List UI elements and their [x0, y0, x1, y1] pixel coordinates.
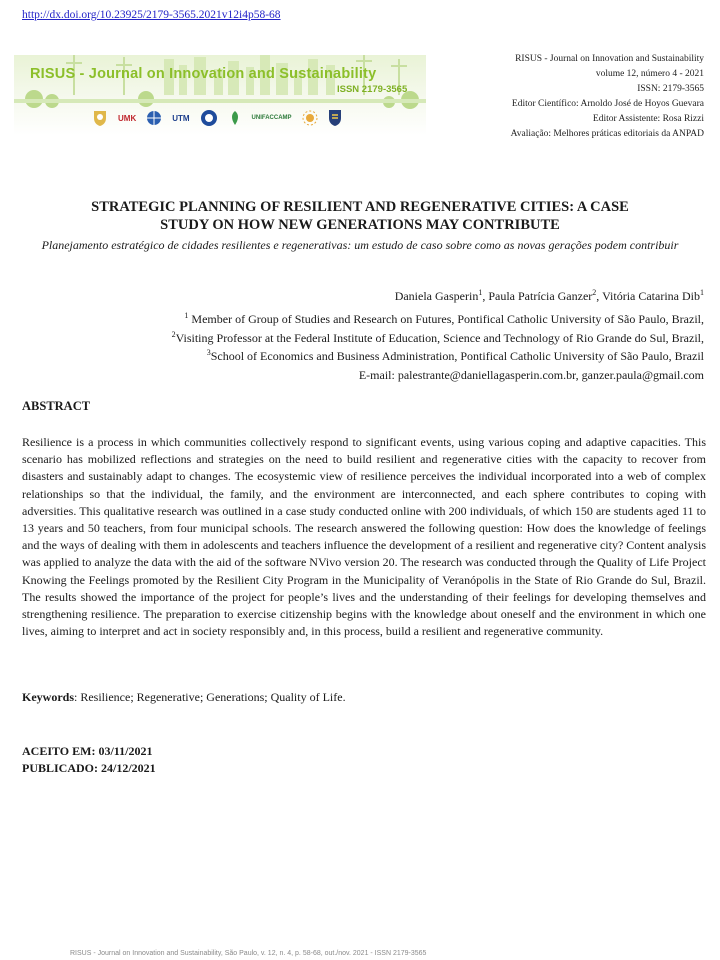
author-sup: 1	[478, 288, 483, 297]
banner-issn: ISSN 2179-3565	[337, 84, 408, 95]
crest-logo-icon	[92, 109, 108, 127]
journal-banner	[14, 55, 426, 135]
sun-logo-icon	[302, 109, 318, 127]
page-footer: RISUS - Journal on Innovation and Sustainability, São Paulo, v. 12, n. 4, p. 58-68, out./nov. 2021 - ISSN 2179-3565	[70, 950, 427, 957]
author-sup: 1	[700, 288, 704, 297]
partner-logos	[92, 109, 342, 127]
paper-title	[30, 198, 690, 234]
affiliation	[172, 310, 704, 329]
affiliations	[172, 310, 704, 384]
affiliation-sup: 2	[171, 329, 176, 339]
abstract-heading: ABSTRACT	[22, 399, 91, 413]
scientific-editor: Editor Científico: Arnoldo José de Hoyos Guevara	[511, 99, 704, 109]
affiliation	[172, 329, 704, 348]
author-name: Vitória Catarina Dib	[602, 289, 700, 303]
paper-title-line-1: STRATEGIC PLANNING OF RESILIENT AND REGENERATIVE CITIES: A CASE	[91, 199, 629, 215]
affiliation-text: Visiting Professor at the Federal Institute of Education, Science and Technology of Rio Grande do Sul, Brazil,	[175, 330, 704, 345]
paper-subtitle: Planejamento estratégico de cidades resilientes e regenerativas: um estudo de caso sobre como as novas gerações podem contribuir	[41, 238, 679, 252]
affiliation	[172, 347, 704, 366]
accepted-date: ACEITO EM: 03/11/2021	[22, 744, 153, 758]
seal-logo-icon	[200, 109, 218, 127]
globe-logo-icon	[146, 109, 162, 127]
unifaccamp-logo: UNIFACCAMP	[251, 115, 292, 121]
affiliation-sup: 3	[206, 348, 211, 357]
affiliation-sup: 1	[184, 311, 189, 320]
publication-dates	[22, 743, 156, 777]
evaluation: Avaliação: Melhores práticas editoriais da ANPAD	[510, 129, 704, 139]
utm-logo: UTM	[172, 113, 190, 123]
paper-title-line-2: STUDY ON HOW NEW GENERATIONS MAY CONTRIBUTE	[160, 217, 560, 233]
keywords	[22, 690, 346, 705]
keywords-label: Keywords	[22, 690, 74, 704]
umk-logo: UMK	[118, 113, 137, 123]
affiliation-text: Member of Group of Studies and Research on Futures, Pontifical Catholic University of São Paulo, Brazil,	[191, 312, 704, 326]
keywords-text: : Resilience; Regenerative; Generations; Quality of Life.	[74, 690, 346, 704]
affiliation-text: School of Economics and Business Administration, Pontifical Catholic University of São Paulo, Brazil	[210, 349, 704, 363]
author-name: Paula Patrícia Ganzer	[488, 289, 593, 303]
published-date: PUBLICADO: 24/12/2021	[22, 761, 156, 775]
author-name: Daniela Gasperin	[394, 289, 479, 303]
journal-name: RISUS - Journal on Innovation and Sustainability	[515, 54, 704, 64]
journal-volume: volume 12, número 4 - 2021	[595, 69, 704, 79]
email-line: E-mail: palestrante@daniellagasperin.com.br, ganzer.paula@gmail.com	[358, 367, 704, 382]
shield-logo-icon	[328, 109, 342, 127]
journal-info	[511, 52, 704, 142]
doi-link[interactable]: http://dx.doi.org/10.23925/2179-3565.2021v12i4p58-68	[22, 9, 281, 21]
author-list: Daniela Gasperin$^1$, Paula Patrícia Ganzer$^2$, Vitória Catarina Dib$^1$	[394, 288, 704, 303]
banner-title: RISUS - Journal on Innovation and Sustainability	[30, 66, 377, 82]
abstract-body: Resilience is a process in which communities collectively respond to significant events, using various coping and adaptive capacities. This scenario has mobilized reflections and strategies on the need to build resilient and regenerative cities with the capacity to recover from disasters and sustainably adapt to changes. The ecosystemic view of resilience perceives the individual incorporated into a web of complex relationships so that the individual, the family, and the environment are interconnected, and each sphere contributes to coping with adversities. This qualitative research was outlined in a case study conducted online with 200 individuals, of which 150 are students aged 11 to 13 years and 50 teachers, from four municipal schools. The research answered the following question: How does the knowledge of feelings and the ways of dealing with them in adolescents and teachers influence the development of a resilient and regenerative city? Content analysis was applied to analyze the data with the aid of the software NVivo version 20. The research was conducted through the Quality of Life Project Knowing the Feelings promoted by the Resilient City Program in the Municipality of Veranópolis in the State of Rio Grande do Sul, Brazil. The results showed the importance of the project for people’s lives and the understanding of their feelings for developing themselves and strengthening resilience. The preparation to exercise citizenship begins with the knowledge about oneself and the environment in which one lives, aiming to interpret and act in society responsibly and, in this process, build a resilient and regenerative community.	[22, 435, 706, 639]
assistant-editor: Editor Assistente: Rosa Rizzi	[592, 114, 704, 124]
leaf-logo-icon	[228, 109, 242, 127]
journal-issn: ISSN: 2179-3565	[637, 84, 704, 94]
author-sup: 2	[592, 288, 597, 297]
